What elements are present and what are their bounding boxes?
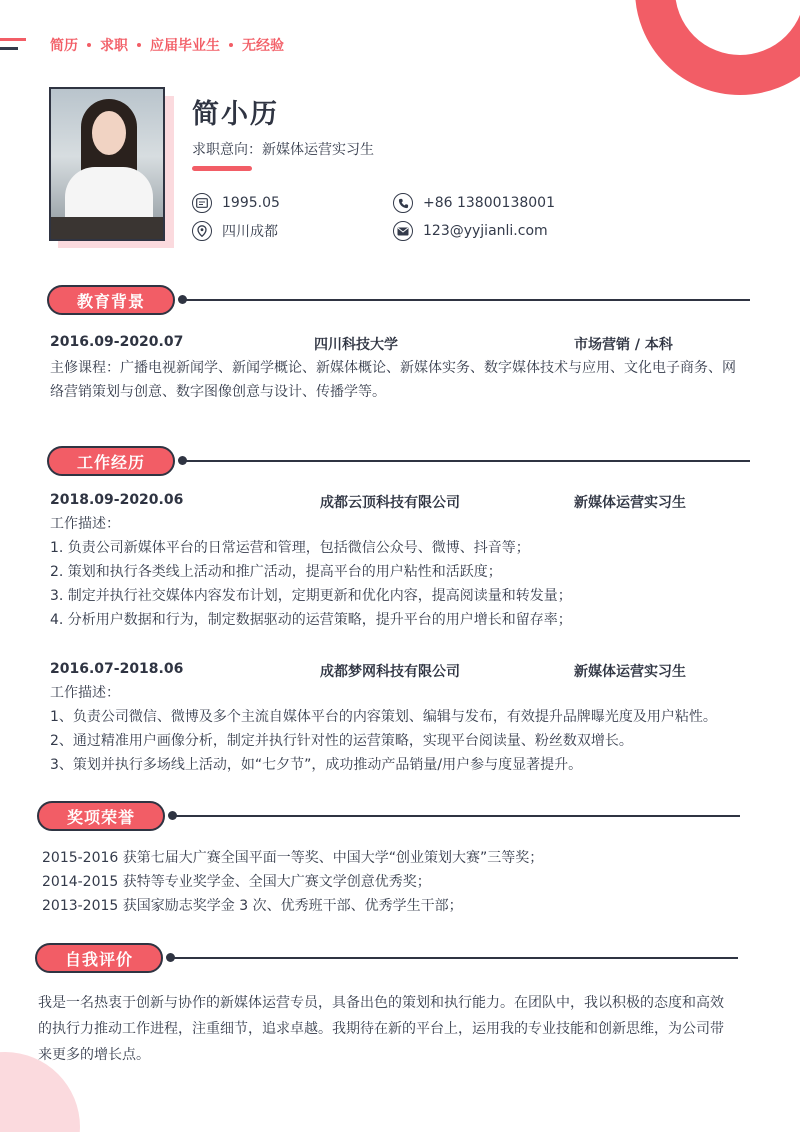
info-phone	[393, 193, 555, 213]
info-birth	[192, 193, 280, 213]
job-desc-item: 1、负责公司微信、微博及多个主流自媒体平台的内容策划、编辑与发布，有效提升品牌曝光度及用户粘性。	[50, 709, 717, 725]
profile-name: 简小历	[192, 99, 279, 130]
section-title: 教育背景	[47, 285, 175, 315]
award-item: 2014-2015 获特等专业奖学金、全国大广赛文学创意优秀奖；	[42, 874, 431, 890]
job-period: 2016.07-2018.06	[50, 661, 184, 677]
job-desc-label: 工作描述：	[50, 516, 120, 532]
job-desc-item: 2. 策划和执行各类线上活动和推广活动，提高平台的用户粘性和活跃度；	[50, 564, 502, 580]
job-company: 成都梦网科技有限公司	[320, 664, 460, 680]
header-tagline	[50, 35, 284, 55]
job-desc-item: 2、通过精准用户画像分析，制定并执行针对性的运营策略，实现平台阅读量、粉丝数双增长。	[50, 733, 633, 749]
job-desc-item: 3、策划并执行多场线上活动，如“七夕节”，成功推动产品销量/用户参与度显著提升。	[50, 757, 583, 773]
section-divider	[171, 957, 738, 959]
edu-period: 2016.09-2020.07	[50, 334, 184, 350]
profile-photo	[49, 87, 165, 241]
location-value: 四川成都	[222, 224, 278, 240]
edu-courses-line: 络营销策划与创意、数字图像创意与设计、传播学等。	[50, 384, 386, 400]
section-self-header	[35, 943, 738, 973]
tag-job-seeking: 求职	[100, 38, 128, 54]
decor-lines	[0, 38, 26, 50]
phone-value: +86 13800138001	[423, 195, 555, 211]
edu-school: 四川科技大学	[314, 337, 398, 353]
section-work-header	[47, 446, 750, 476]
awards-list	[42, 846, 752, 918]
mail-icon	[393, 221, 413, 241]
decor-ring-top-right	[635, 0, 800, 95]
self-eval-line: 来更多的增长点。	[38, 1047, 150, 1063]
job-description	[50, 512, 750, 632]
section-awards-header	[37, 801, 740, 831]
birth-value: 1995.05	[222, 195, 280, 211]
location-pin-icon	[192, 221, 212, 241]
section-divider	[173, 815, 740, 817]
section-divider	[183, 299, 750, 301]
job-role: 新媒体运营实习生	[574, 495, 686, 511]
job-description	[50, 681, 755, 777]
email-value: 123@yyjianli.com	[423, 223, 548, 239]
phone-icon	[393, 193, 413, 213]
info-email	[393, 221, 548, 241]
info-location	[192, 221, 278, 241]
section-divider	[183, 460, 750, 462]
job-desc-item: 1. 负责公司新媒体平台的日常运营和管理，包括微信公众号、微博、抖音等；	[50, 540, 530, 556]
job-role: 新媒体运营实习生	[574, 664, 686, 680]
tag-graduate: 应届毕业生	[150, 38, 220, 54]
intent-underline	[192, 166, 252, 171]
section-education-header	[47, 285, 750, 315]
tag-no-experience: 无经验	[242, 38, 284, 54]
award-item: 2015-2016 获第七届大广赛全国平面一等奖、中国大学“创业策划大赛”三等奖；	[42, 850, 544, 866]
self-eval-line: 的执行力推动工作进程，注重细节，追求卓越。我期待在新的平台上，运用我的专业技能和创新思维，为公司带	[38, 1021, 724, 1037]
job-period: 2018.09-2020.06	[50, 492, 184, 508]
edu-courses	[50, 356, 750, 404]
job-intent: 求职意向：新媒体运营实习生	[192, 142, 374, 158]
tag-separator	[229, 43, 233, 47]
job-company: 成都云顶科技有限公司	[320, 495, 460, 511]
tag-separator	[137, 43, 141, 47]
section-title: 工作经历	[47, 446, 175, 476]
id-card-icon	[192, 193, 212, 213]
self-eval-line: 我是一名热衷于创新与协作的新媒体运营专员，具备出色的策划和执行能力。在团队中，我以积极的态度和高效	[38, 995, 724, 1011]
self-evaluation	[38, 990, 758, 1068]
job-desc-label: 工作描述：	[50, 685, 120, 701]
edu-courses-line: 主修课程：广播电视新闻学、新闻学概论、新媒体概论、新媒体实务、数字媒体技术与应用、文化电子商务、网	[50, 360, 736, 376]
job-desc-item: 3. 制定并执行社交媒体内容发布计划，定期更新和优化内容，提高阅读量和转发量；	[50, 588, 572, 604]
tag-separator	[87, 43, 91, 47]
tag-resume: 简历	[50, 38, 78, 54]
section-title: 自我评价	[35, 943, 163, 973]
job-desc-item: 4. 分析用户数据和行为，制定数据驱动的运营策略，提升平台的用户增长和留存率；	[50, 612, 572, 628]
edu-major: 市场营销 / 本科	[574, 337, 673, 353]
section-title: 奖项荣誉	[37, 801, 165, 831]
award-item: 2013-2015 获国家励志奖学金 3 次、优秀班干部、优秀学生干部；	[42, 898, 463, 914]
